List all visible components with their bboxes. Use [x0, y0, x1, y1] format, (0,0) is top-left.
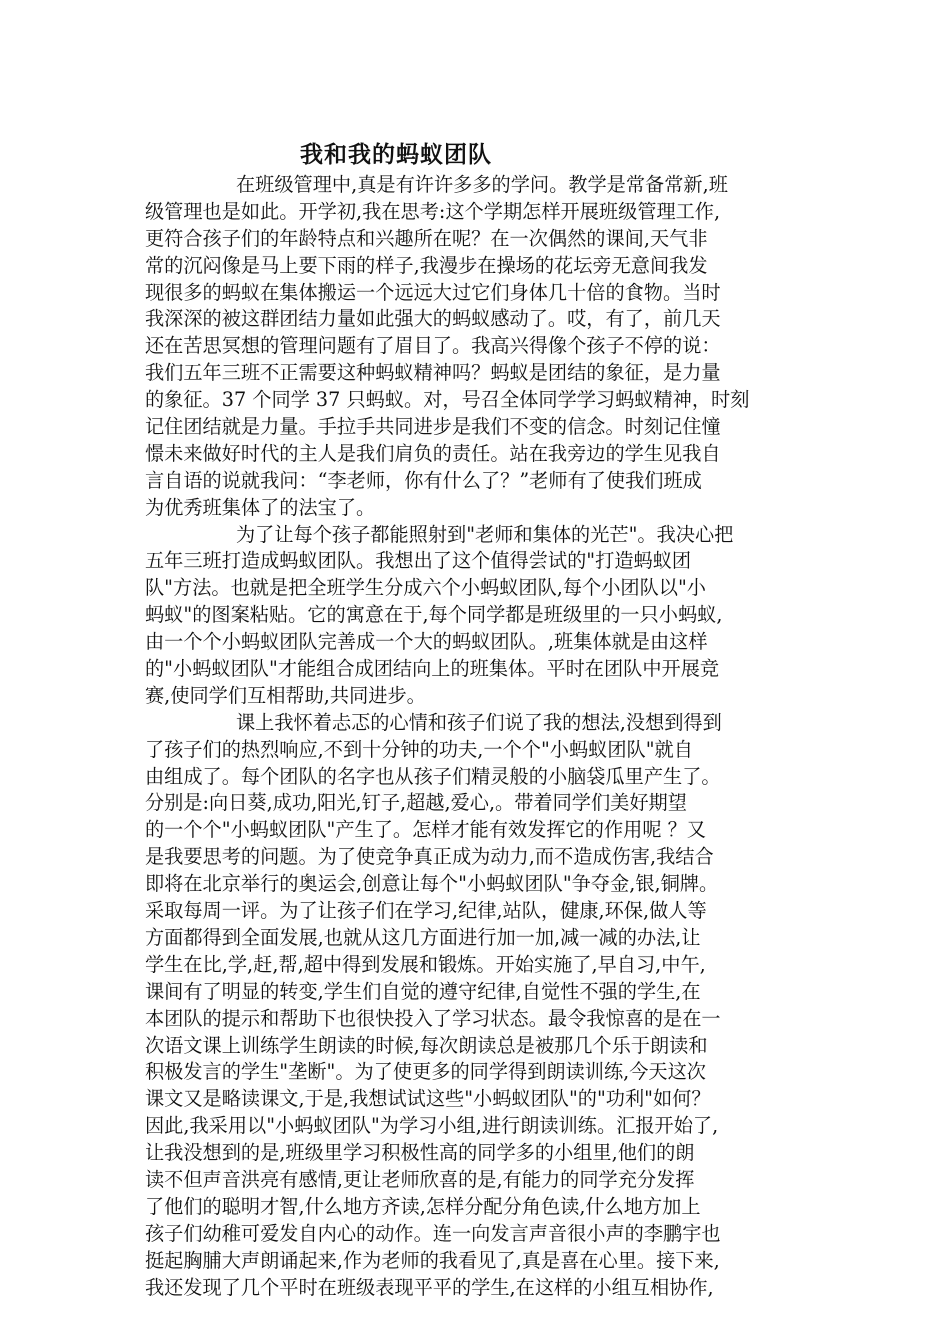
paragraph-first-line: 在班级管理中,真是有许许多多的学问。教学是常备常新,班	[236, 173, 728, 196]
text-line: 让我没想到的是,班级里学习积极性高的同学多的小组里,他们的朗	[145, 1141, 695, 1165]
text-line: 还在苦思冥想的管理问题有了眉目了。我高兴得像个孩子不停的说：	[145, 334, 721, 358]
document-title: 我和我的蚂蚁团队	[300, 141, 492, 168]
text-line: 的象征。37 个同学 37 只蚂蚁。对，号召全体同学学习蚂蚁精神，时刻	[145, 388, 750, 412]
text-line: 积极发言的学生"垄断"。为了使更多的同学得到朗读训练,今天这次	[145, 1060, 706, 1084]
text-line: 由一个个小蚂蚁团队完善成一个大的蚂蚁团队。,班集体就是由这样	[145, 630, 708, 654]
text-line: 现很多的蚂蚁在集体搬运一个远远大过它们身体几十倍的食物。当时	[145, 280, 721, 304]
text-line: 次语文课上训练学生朗读的时候,每次朗读总是被那几个乐于朗读和	[145, 1033, 708, 1057]
text-line: 级管理也是如此。开学初,我在思考:这个学期怎样开展班级管理工作,	[145, 199, 721, 223]
text-line: 五年三班打造成蚂蚁团队。我想出了这个值得尝试的"打造蚂蚁团	[145, 549, 692, 573]
text-line: 因此,我采用以"小蚂蚁团队"为学习小组,进行朗读训练。汇报开始了,	[145, 1114, 719, 1138]
text-line: 言自语的说就我问：“李老师，你有什么了？”老师有了使我们班成	[145, 468, 702, 492]
text-line: 了孩子们的热烈响应,不到十分钟的功夫,一个个"小蚂蚁团队"就自	[145, 737, 693, 761]
text-line: 我深深的被这群团结力量如此强大的蚂蚁感动了。哎，有了，前几天	[145, 307, 721, 331]
text-line: 课间有了明显的转变,学生们自觉的遵守纪律,自觉性不强的学生,在	[145, 979, 701, 1003]
text-line: 了他们的聪明才智,什么地方齐读,怎样分配分角色读,什么地方加上	[145, 1194, 701, 1218]
text-line: 的一个个"小蚂蚁团队"产生了。怎样才能有效发挥它的作用呢 ？又	[145, 818, 706, 842]
text-line: 的"小蚂蚁团队"才能组合成团结向上的班集体。平时在团队中开展竞	[145, 657, 720, 681]
text-line: 记住团结就是力量。手拉手共同进步是我们不变的信念。时刻记住憧	[145, 415, 721, 439]
text-line: 分别是:向日葵,成功,阳光,钉子,超越,爱心,。带着同学们美好期望	[145, 791, 687, 815]
text-line: 读不但声音洪亮有感情,更让老师欣喜的是,有能力的同学充分发挥	[145, 1167, 695, 1191]
text-line: 我们五年三班不正需要这种蚂蚁精神吗？蚂蚁是团结的象征，是力量	[145, 361, 721, 385]
text-line: 队"方法。也就是把全班学生分成六个小蚂蚁团队,每个小团队以"小	[145, 576, 706, 600]
document-body	[145, 172, 815, 1301]
text-line: 我还发现了几个平时在班级表现平平的学生,在这样的小组互相协作,	[145, 1275, 714, 1299]
text-line: 憬未来做好时代的主人是我们肩负的责任。站在我旁边的学生见我自	[145, 441, 721, 465]
text-line: 本团队的提示和帮助下也很快投入了学习状态。最令我惊喜的是在一	[145, 1006, 721, 1030]
text-line: 蚂蚁"的图案粘贴。它的寓意在于,每个同学都是班级里的一只小蚂蚁,	[145, 603, 723, 627]
text-line: 学生在比,学,赶,帮,超中得到发展和锻炼。开始实施了,早自习,中午,	[145, 952, 706, 976]
text-line: 是我要思考的问题。为了使竞争真正成为动力,而不造成伤害,我结合	[145, 845, 714, 869]
text-line: 挺起胸脯大声朗诵起来,作为老师的我看见了,真是喜在心里。接下来,	[145, 1248, 720, 1272]
text-line: 更符合孩子们的年龄特点和兴趣所在呢？在一次偶然的课间,天气非	[145, 226, 708, 250]
text-line: 由组成了。每个团队的名字也从孩子们精灵般的小脑袋瓜里产生了。	[145, 764, 721, 788]
paragraph-first-line: 为了让每个孩子都能照射到"老师和集体的光芒"。我决心把	[236, 522, 734, 546]
text-line: 即将在北京举行的奥运会,创意让每个"小蚂蚁团队"争夺金,银,铜牌。	[145, 872, 719, 896]
text-line: 课文又是略读课文,于是,我想试试这些"小蚂蚁团队"的"功利"如何？	[145, 1087, 711, 1111]
text-line: 赛,使同学们互相帮助,共同进步。	[145, 683, 426, 707]
text-line: 常的沉闷像是马上要下雨的样子,我漫步在操场的花坛旁无意间我发	[145, 253, 708, 277]
paragraph-first-line: 课上我怀着忐忑的心情和孩子们说了我的想法,没想到得到	[236, 710, 722, 734]
text-line: 为优秀班集体了的法宝了。	[145, 495, 376, 519]
text-line: 孩子们幼稚可爱发自内心的动作。连一向发言声音很小声的李鹏宇也	[145, 1221, 721, 1245]
text-line: 方面都得到全面发展,也就从这几方面进行加一加,减一减的办法,让	[145, 925, 701, 949]
text-line: 采取每周一评。为了让孩子们在学习,纪律,站队，健康,环保,做人等	[145, 899, 707, 923]
